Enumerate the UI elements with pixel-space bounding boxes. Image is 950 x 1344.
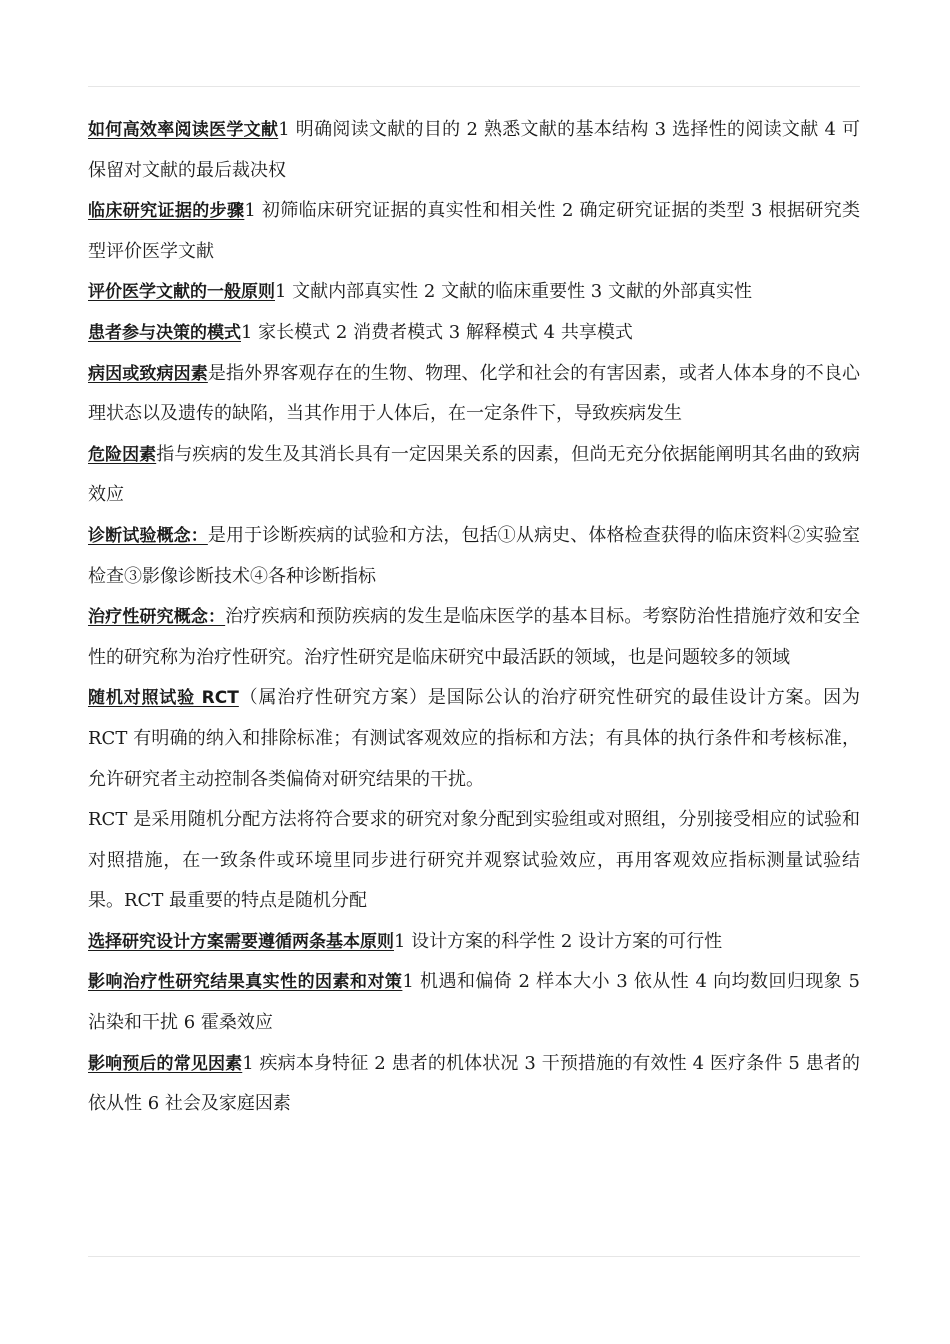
paragraph-etiology: [88, 354, 860, 435]
term-heading: 诊断试验概念：: [88, 525, 208, 546]
paragraph-text: 1 机遇和偏倚 2 样本大小 3 依从性 4 向均数回归现象 5 沾染和干扰 6 霍桑效应: [88, 971, 860, 1034]
paragraph-text: 1 明确阅读文献的目的 2 熟悉文献的基本结构 3 选择性的阅读文献 4 可保留对文献的最后裁决权: [88, 119, 861, 181]
paragraph-text: RCT 是采用随机分配方法将符合要求的研究对象分配到实验组或对照组，分别接受相应的试验和对照措施，在一致条件或环境里同步进行研究并观察试验效应，再用客观效应指标测量试验结果。RCT 最重要的特点是随机分配: [88, 809, 860, 912]
top-divider: [88, 86, 860, 87]
paragraph-decision-models: [88, 313, 860, 354]
bottom-divider: [88, 1256, 860, 1257]
paragraph-text: 1 文献内部真实性 2 文献的临床重要性 3 文献的外部真实性: [275, 281, 752, 303]
paragraph-text: （属治疗性研究方案）是国际公认的治疗研究性研究的最佳设计方案。因为 RCT 有明确的纳入和排除标准；有测试客观效应的指标和方法；有具体的执行条件和考核标准，允许研究者主动控制各类偏倚对研究结果的干扰。: [88, 687, 860, 790]
paragraph-evaluation-principles: [88, 272, 860, 313]
paragraph-prognosis-factors: [88, 1044, 860, 1125]
term-heading: 临床研究证据的步骤: [88, 201, 245, 222]
term-heading: 治疗性研究概念：: [88, 607, 226, 628]
paragraph-text: 1 疾病本身特征 2 患者的机体状况 3 干预措施的有效性 4 医疗条件 5 患者的依从性 6 社会及家庭因素: [88, 1052, 860, 1115]
term-heading: 患者参与决策的模式: [88, 322, 241, 343]
document-body: [88, 110, 860, 1125]
paragraph-evidence-steps: [88, 191, 860, 272]
paragraph-text: 1 初筛临床研究证据的真实性和相关性 2 确定研究证据的类型 3 根据研究类型评价医学文献: [88, 200, 860, 262]
term-heading: 选择研究设计方案需要遵循两条基本原则: [88, 931, 394, 952]
paragraph-text: 指与疾病的发生及其消长具有一定因果关系的因素，但尚无充分依据能阐明其名曲的致病效应: [88, 443, 861, 506]
term-heading: 评价医学文献的一般原则: [88, 282, 275, 303]
paragraph-reading-literature: [88, 110, 860, 191]
paragraph-design-principles: [88, 922, 860, 963]
paragraph-text: 1 家长模式 2 消费者模式 3 解释模式 4 共享模式: [241, 321, 633, 343]
paragraph-diagnostic-test: [88, 516, 860, 597]
term-heading: 病因或致病因素: [88, 363, 208, 384]
paragraph-validity-factors: [88, 962, 860, 1043]
paragraph-rct: [88, 678, 860, 800]
term-heading: 影响治疗性研究结果真实性的因素和对策: [88, 972, 403, 993]
term-heading: 影响预后的常见因素: [88, 1053, 243, 1074]
term-heading: 如何高效率阅读医学文献: [88, 120, 279, 140]
paragraph-rct-definition: [88, 800, 860, 922]
paragraph-text: 治疗疾病和预防疾病的发生是临床医学的基本目标。考察防治性措施疗效和安全性的研究称为治疗性研究。治疗性研究是临床研究中最活跃的领域，也是问题较多的领域: [88, 606, 861, 668]
paragraph-therapeutic-research: [88, 597, 860, 678]
term-heading: 随机对照试验 RCT: [88, 688, 239, 709]
paragraph-text: 是用于诊断疾病的试验和方法，包括①从病史、体格检查获得的临床资料②实验室检查③影像诊断技术④各种诊断指标: [88, 524, 861, 587]
paragraph-risk-factors: [88, 435, 860, 516]
paragraph-text: 是指外界客观存在的生物、物理、化学和社会的有害因素，或者人体本身的不良心理状态以及遗传的缺陷，当其作用于人体后，在一定条件下，导致疾病发生: [88, 362, 861, 425]
paragraph-text: 1 设计方案的科学性 2 设计方案的可行性: [394, 930, 723, 952]
term-heading: 危险因素: [88, 444, 157, 465]
